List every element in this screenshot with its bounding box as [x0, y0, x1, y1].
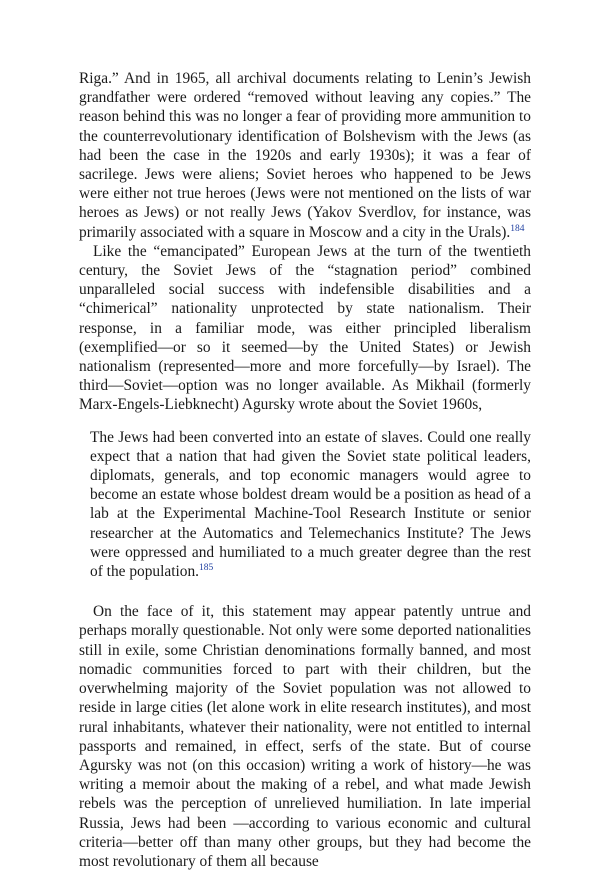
paragraph-1-text: Riga.” And in 1965, all archival documents relating to Lenin’s Jewish grandfather were ordered “removed without leaving any copies.” The reason behind this was no longer a fear of providing more ammunition to the counterrevolutionary identification of Bolshevism with the Jews (as had been the case in the 1920s and early 1930s); it was a fear of sacrilege. Jews were aliens; Soviet heroes who happened to be Jews were either not true heroes (Jews were not mentioned on the lists of war heroes as Jews) or not really Jews (Yakov Sverdlov, for instance, was primarily associated with a square in Moscow and a city in the Urals).	[79, 70, 531, 241]
block-quote-text: The Jews had been converted into an estate of slaves. Could one really expect that a nation that had given the Soviet state political leaders, diplomats, generals, and top economic managers would agree to become an estate whose boldest dream would be a position as head of a lab at the Experimental Machine-Tool Research Institute or senior researcher at the Automatics and Telemechanics Institute? The Jews were oppressed and humiliated to a much greater degree than the rest of the population.	[90, 428, 531, 581]
footnote-ref-184[interactable]: 184	[510, 223, 525, 234]
paragraph-3	[79, 602, 531, 871]
paragraph-2-text: Like the “emancipated” European Jews at the turn of the twentieth century, the Soviet Jews of the “stagnation period” combined unparalleled social success with indefensible disabilities and a “chimerical” nationality unprotected by state nationalism. Their response, in a familiar mode, was either principled liberalism (exemplified—or so it seemed—by the United States) or Jewish nationalism (represented—more and more forcefully—by Israel). The third—Soviet—option was no longer available. As Mikhail (formerly Marx-Engels-Liebknecht) Agursky wrote about the Soviet 1960s,	[79, 242, 531, 414]
paragraph-2	[79, 242, 531, 415]
footnote-ref-185[interactable]: 185	[199, 563, 214, 574]
paragraph-3-text: On the face of it, this statement may appear patently untrue and perhaps morally questionable. Not only were some deported nationalities still in exile, some Christian denominations formally banned, and most nomadic communities forced to part with their children, but the overwhelming majority of the Soviet population was not allowed to reside in large cities (let alone work in elite research institutes), and most rural inhabitants, whatever their nationality, were not entitled to internal passports and remained, in effect, serfs of the state. But of course Agursky was not (on this occasion) writing a work of history—he was writing a memoir about the making of a rebel, and what made Jewish rebels was the perception of unrelieved humiliation. In late imperial Russia, Jews had been —according to various economic and cultural criteria—better off than many other groups, but they had become the most revolutionary of them all because	[79, 603, 531, 870]
block-quote	[90, 428, 531, 582]
body-text-column	[79, 69, 531, 871]
paragraph-1	[79, 69, 531, 242]
